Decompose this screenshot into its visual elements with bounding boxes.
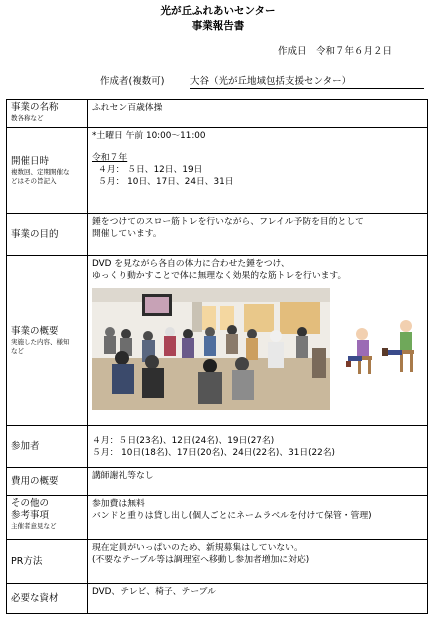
other-label-2: 参考事項	[11, 510, 50, 521]
label-cell	[7, 584, 88, 614]
other-sublabel: 主催者意見など	[11, 522, 57, 530]
datetime-label: 開催日時	[11, 155, 50, 167]
purpose-line: 錘をつけてのスロー筋トレを行いながら、フレイル予防を目的として	[92, 217, 364, 227]
event-name-value: ふれセン百歳体操	[88, 100, 428, 128]
pr-line: (不要なテーブル等は調理室へ移動し参加者増加に対応)	[92, 555, 310, 565]
label-cell	[7, 100, 88, 128]
label-cell	[7, 256, 88, 426]
overview-label: 事業の概要	[11, 325, 59, 337]
purpose-value	[88, 214, 428, 256]
pr-label: PR方法	[11, 555, 43, 567]
cost-label: 費用の概要	[11, 475, 59, 487]
overview-sublabel: 実施した内容、様知 など	[11, 337, 70, 355]
datetime-value	[88, 128, 428, 214]
participants-line: ５月： 10日(18名)、17日(20名)、24日(22名)、31日(22名)	[92, 447, 335, 458]
cost-value: 講師謝礼等なし	[88, 468, 428, 496]
event-name-sublabel: 教各称など	[11, 114, 44, 122]
row-participants	[7, 426, 428, 468]
label-cell	[7, 540, 88, 584]
event-name-label: 事業の名称	[11, 102, 59, 113]
row-other	[7, 496, 428, 540]
row-event-name	[7, 100, 428, 128]
datetime-line: 令和７年	[92, 153, 128, 163]
materials-value: DVD、テレビ、椅子、テーブル	[88, 584, 428, 614]
author-name: 大谷（光が丘地域包括支援センター）	[190, 73, 424, 89]
document-title: 事業報告書	[191, 20, 245, 32]
participants-label: 参加者	[11, 440, 40, 452]
row-cost	[7, 468, 428, 496]
row-overview	[7, 256, 428, 426]
purpose-line: 開催しています。	[92, 229, 162, 239]
participants-line: ４月：５日(23名)、12日(24名)、19日(27名)	[92, 435, 275, 446]
label-cell	[7, 426, 88, 468]
row-materials	[7, 584, 428, 614]
overview-line: ゆっくり動かすことで体に無理なく効果的な筋トレを行います。	[92, 271, 347, 281]
purpose-label: 事業の目的	[11, 228, 59, 240]
overview-value	[88, 256, 428, 426]
other-line: バンドと重りは貸し出し(個人ごとにネームラベルを付けて保管・管理)	[92, 511, 372, 521]
event-photo	[92, 288, 330, 410]
pr-line: 現在定員がいっぱいのため、新規募集はしていない。	[92, 543, 303, 553]
datetime-line: ５月： 10日、17日、24日、31日	[98, 177, 234, 187]
datetime-line: *土曜日 午前 10:00～11:00	[92, 131, 206, 141]
report-table	[6, 99, 428, 614]
row-datetime	[7, 128, 428, 214]
label-cell	[7, 468, 88, 496]
participants-value	[88, 426, 428, 468]
exercise-illustration	[346, 316, 426, 378]
creation-date: 作成日 令和７年６月２日	[278, 46, 393, 57]
label-cell	[7, 496, 88, 540]
label-cell	[7, 128, 88, 214]
datetime-sublabel: 複数回、定期開催な どはその旨記入	[11, 167, 70, 185]
pr-value	[88, 540, 428, 584]
materials-label: 必要な資材	[11, 592, 59, 604]
datetime-line: ４月： ５日、12日、19日	[98, 165, 203, 175]
overview-line: DVD を見ながら各自の体力に合わせた錘をつけ、	[92, 259, 290, 269]
row-purpose	[7, 214, 428, 256]
other-label-1: その他の	[11, 498, 50, 509]
other-value	[88, 496, 428, 540]
label-cell	[7, 214, 88, 256]
author-label: 作成者(複数可)	[100, 76, 165, 87]
row-pr	[7, 540, 428, 584]
other-line: 参加費は無料	[92, 499, 145, 509]
center-name: 光が丘ふれあいセンター	[160, 5, 276, 17]
